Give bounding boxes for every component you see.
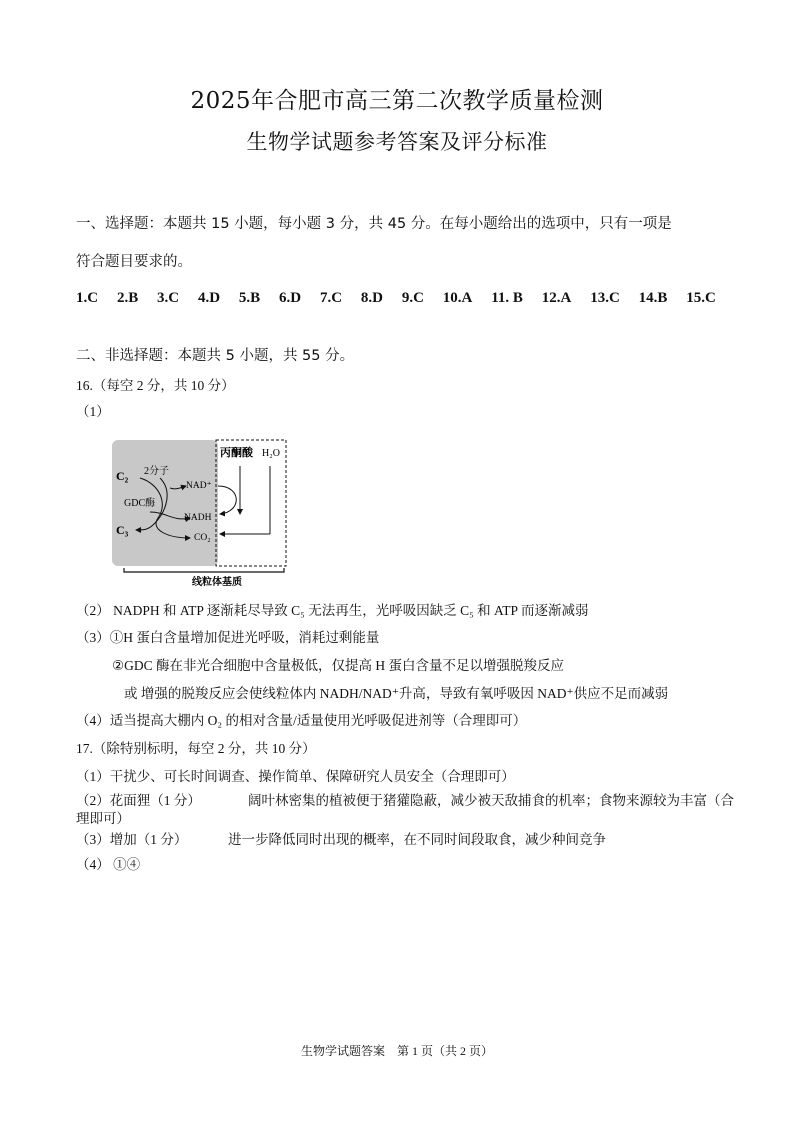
page-title: 2025年合肥市高三第二次教学质量检测 [190, 88, 604, 114]
answer-item: 10.A [442, 290, 473, 306]
choice-answers [76, 290, 716, 307]
section1-heading-line2 [76, 252, 722, 272]
q16-header: 16.（每空 2 分，共 10 分） [76, 378, 235, 393]
section1-heading-text-2: 符合题目要求的。 [76, 254, 192, 270]
answer-item: 12.A [541, 290, 572, 306]
label-co2: CO₂ [194, 533, 211, 543]
answer-item: 14.B [638, 290, 668, 306]
q17-part1: （1）干扰少、可长时间调查、操作简单、保障研究人员安全（合理即可） [76, 769, 515, 784]
q16-part2: （2） NADPH 和 ATP 逐渐耗尽导致 C₅ 无法再生，光呼吸因缺乏 C₅ 和 ATP 而逐渐减弱 [76, 603, 589, 618]
answer-item: 4.D [197, 290, 221, 306]
answer-item: 3.C [157, 290, 180, 306]
q17-part2b: 阔叶林密集的植被便于猪獾隐蔽，减少被天敌捕食的机率；食物来源较为丰富（合 [248, 793, 734, 808]
q17-header: 17.（除特别标明，每空 2 分，共 10 分） [76, 741, 316, 756]
q16-part3b: ②GDC 酶在非光合细胞中含量极低，仅提高 H 蛋白含量不足以增强脱羧反应 [112, 658, 564, 673]
page-subtitle: 生物学试题参考答案及评分标准 [246, 130, 548, 154]
label-c3: C₃ [116, 523, 129, 537]
answer-item: 9.C [401, 290, 424, 306]
page-footer: 生物学试题答案 第 1 页（共 2 页） [300, 1044, 493, 1058]
label-pyruvate: 丙酮酸 [220, 446, 253, 459]
q17-part2a: （2）花面狸（1 分） [76, 793, 201, 808]
q17-part3a: （3）增加（1 分） [76, 832, 188, 847]
answer-item: 1.C [76, 290, 99, 306]
q17-part4: （4） ①④ [76, 857, 141, 872]
label-nad: NAD⁺ [186, 481, 212, 491]
label-mitochondrial-matrix: 线粒体基质 [192, 577, 242, 588]
answer-item: 6.D [279, 290, 302, 306]
answer-item: 2.B [116, 290, 139, 306]
label-two-molecules: 2分子 [144, 466, 169, 477]
answer-item: 7.C [319, 290, 343, 306]
answer-item: 15.C [686, 290, 716, 306]
answer-item: 5.B [238, 290, 261, 306]
label-c2: C₂ [116, 469, 129, 483]
answer-item: 8.D [360, 290, 383, 306]
q16-part4: （4）适当提高大棚内 O₂ 的相对含量/适量使用光呼吸促进剂等（合理即可） [76, 713, 527, 728]
answer-item: 11. B [491, 290, 523, 306]
q16-part3a: （3）①H 蛋白含量增加促进光呼吸，消耗过剩能量 [76, 630, 380, 645]
answer-item: 13.C [590, 290, 620, 306]
label-nadh: NADH [184, 513, 212, 523]
label-h2o: H₂O [262, 448, 280, 459]
section1-heading-line1 [76, 214, 722, 234]
q16-part1-label: （1） [76, 404, 110, 419]
q16-part3c: 或 增强的脱羧反应会使线粒体内 NADH/NAD⁺升高，导致有氧呼吸因 NAD⁺供应不足而减弱 [124, 686, 669, 701]
q17-part2c: 理即可） [76, 811, 130, 826]
q17-part3b: 进一步降低同时出现的概率，在不同时间段取食，减少种间竞争 [228, 832, 606, 847]
section1-heading-text: 一、选择题：本题共 15 小题，每小题 3 分，共 45 分。在每小题给出的选项中，只有一项是 [76, 216, 672, 232]
section2-heading: 二、非选择题：本题共 5 小题，共 55 分。 [76, 348, 355, 364]
mitochondria-matrix-diagram [110, 434, 290, 590]
label-gdc-enzyme: GDC酶 [124, 498, 156, 509]
